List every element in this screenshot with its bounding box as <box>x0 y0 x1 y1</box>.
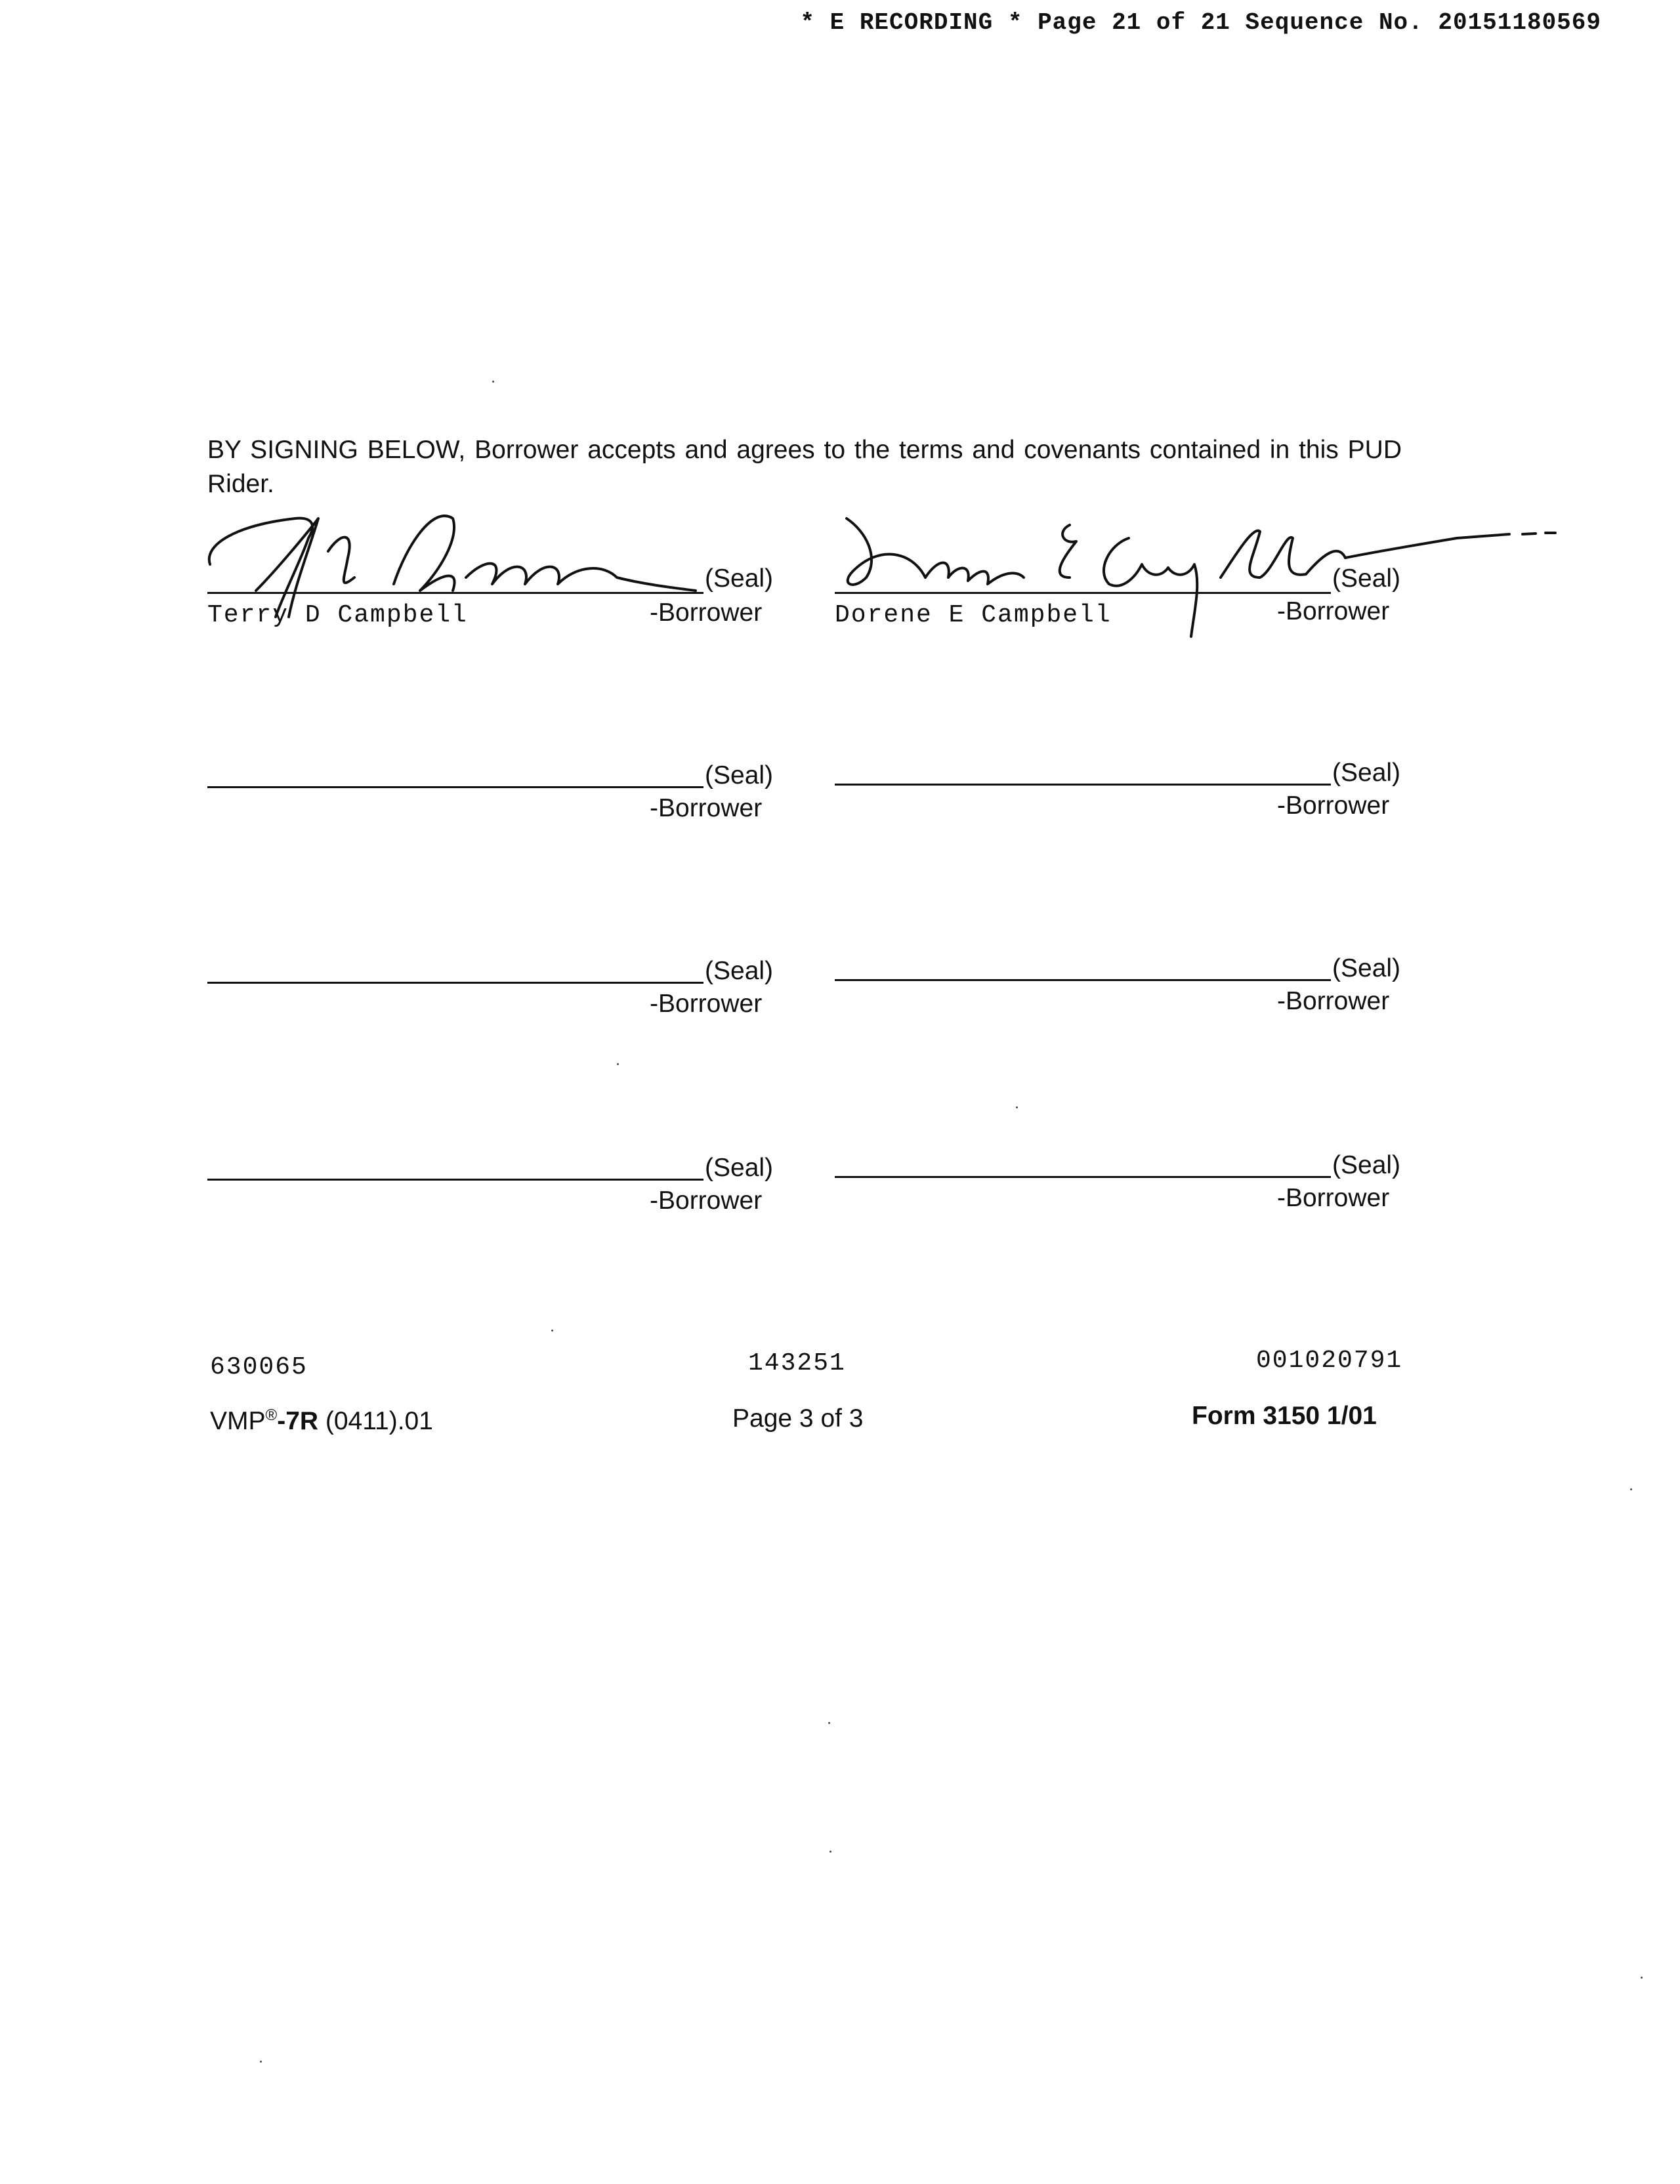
scan-speck <box>1630 1488 1632 1490</box>
handwritten-signature <box>827 505 1562 637</box>
seal-label: (Seal) <box>1332 564 1401 593</box>
borrower-typed-name: Terry D Campbell <box>207 601 468 629</box>
seal-label: (Seal) <box>705 1154 774 1182</box>
form-code <box>210 1407 433 1436</box>
scan-speck <box>551 1330 553 1332</box>
borrower-label: -Borrower <box>1277 987 1390 1015</box>
seal-label: (Seal) <box>1332 759 1401 787</box>
loan-number: 630065 <box>210 1353 308 1381</box>
signature-line[interactable] <box>835 1176 1331 1178</box>
borrower-label: -Borrower <box>1277 1184 1390 1212</box>
signature-line[interactable] <box>207 982 704 984</box>
handwritten-signature <box>197 492 722 623</box>
borrower-typed-name: Dorene E Campbell <box>835 601 1112 629</box>
seal-label: (Seal) <box>705 761 774 789</box>
borrower-label: -Borrower <box>650 1186 763 1215</box>
borrower-label: -Borrower <box>1277 791 1390 820</box>
seal-label: (Seal) <box>705 564 774 593</box>
page-indicator: Page 3 of 3 <box>732 1404 864 1433</box>
scan-speck <box>1641 1977 1643 1979</box>
signature-line[interactable] <box>835 979 1331 981</box>
acceptance-statement: BY SIGNING BELOW, Borrower accepts and agrees to the terms and covenants contained in this PUD Rider. <box>207 436 1402 498</box>
form-code-suffix: (0411).01 <box>318 1407 433 1435</box>
form-number: Form 3150 1/01 <box>1192 1402 1377 1430</box>
scan-speck <box>828 1722 830 1724</box>
borrower-label: -Borrower <box>650 598 763 627</box>
seal-label: (Seal) <box>705 957 774 985</box>
seal-label: (Seal) <box>1332 1151 1401 1179</box>
form-code-prefix: VMP <box>210 1407 266 1435</box>
scan-speck <box>617 1063 619 1065</box>
borrower-label: -Borrower <box>650 794 763 822</box>
signature-line[interactable] <box>835 784 1331 786</box>
seal-label: (Seal) <box>1332 954 1401 982</box>
scan-speck <box>260 2061 262 2063</box>
registered-mark: ® <box>265 1406 278 1424</box>
reference-number: 143251 <box>748 1349 846 1377</box>
recording-stamp: * E RECORDING * Page 21 of 21 Sequence No. 20151180569 <box>800 9 1601 36</box>
form-code-series: -7R <box>277 1407 319 1435</box>
scan-speck <box>830 1851 831 1853</box>
document-number: 001020791 <box>1256 1347 1403 1375</box>
scan-speck <box>1016 1106 1018 1108</box>
borrower-label: -Borrower <box>1277 597 1390 625</box>
signature-line[interactable] <box>207 786 704 788</box>
signature-line[interactable] <box>207 1179 704 1181</box>
scan-speck <box>492 381 494 383</box>
borrower-label: -Borrower <box>650 990 763 1018</box>
